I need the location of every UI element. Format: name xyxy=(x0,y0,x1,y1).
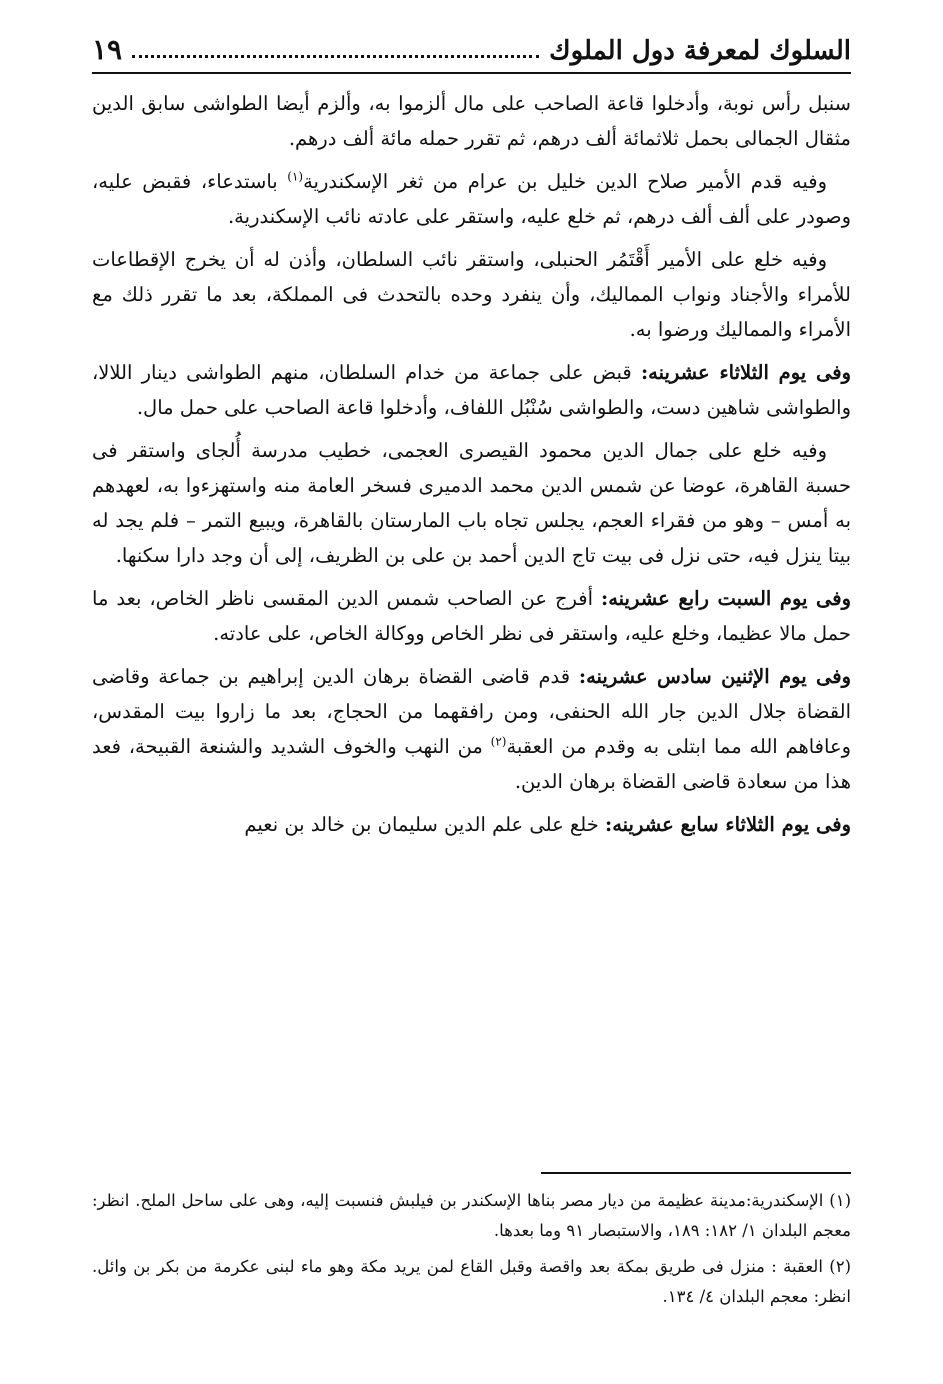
paragraph-text: باستدعاء، فقبض عليه، وصودر على ألف ألف درهم، ثم خلع عليه، واستقر على عادته نائب الإسكندرية. xyxy=(92,170,851,228)
paragraph-8 xyxy=(92,807,851,842)
paragraph-3 xyxy=(92,242,851,347)
paragraph-6 xyxy=(92,581,851,651)
footnote-divider xyxy=(541,1172,851,1174)
footnote-2: (٢) العقبة : منزل فى طريق بمكة بعد واقصة وقبل القاع لمن يريد مكة وهو ماء لبنى عكرمة من بكر بن وائل. انظر: معجم البلدان ٤/ ١٣٤. xyxy=(92,1257,851,1306)
date-heading: وفى يوم الثلاثاء عشرينه: xyxy=(640,361,851,384)
paragraph-text: وفيه خلع على جمال الدين محمود القيصرى العجمى، خطيب مدرسة أُلجاى واستقر فى حسبة القاهرة، عوضا عن شمس الدين محمد الدميرى فسخر العامة منه واستهزءوا به، لعهدهم به أمس – وهو من فقراء العجم، يجلس تجاه باب المارستان بالقاهرة، ويبيع التمر – فلم يجد له بيتا ينزل فيه، حتى نزل فى بيت تاج الدين أحمد بن على بن الظريف، إلى أن وجد دارا سكنها. xyxy=(92,439,851,567)
paragraph-5 xyxy=(92,433,851,573)
paragraph-text: أفرج عن الصاحب شمس الدين المقسى ناظر الخاص، بعد ما حمل مالا عظيما، وخلع عليه، واستقر فى نظر الخاص ووكالة الخاص، على عادته. xyxy=(92,587,851,645)
paragraph-text: من النهب والخوف الشديد والشنعة القبيحة، فعد هذا من سعادة قاضى القضاة برهان الدين. xyxy=(92,735,851,793)
paragraph-2 xyxy=(92,164,851,234)
main-text xyxy=(92,86,851,850)
paragraph-1 xyxy=(92,86,851,156)
paragraph-text: خلع على علم الدين سليمان بن خالد بن نعيم xyxy=(244,813,606,836)
paragraph-text: قبض على جماعة من خدام السلطان، منهم الطواشى دينار اللالا، والطواشى شاهين دست، والطواشى سُنْبُل اللفاف، وأدخلوا قاعة الصاحب على حمل مال. xyxy=(92,361,851,419)
paragraph-4 xyxy=(92,355,851,425)
running-header xyxy=(92,28,851,74)
paragraph-text: وفيه خلع على الأمير أَقْتَمُر الحنبلى، واستقر نائب السلطان، وأذن له أن يخرج الإقطاعات للأمراء والأجناد ونواب المماليك، وأن ينفرد وحده بالتحدث فى المملكة، بعد ما تقرر ذلك مع الأمراء والمماليك ورضوا به. xyxy=(92,248,851,341)
footnote-ref-1[interactable]: (١) xyxy=(287,169,304,184)
date-heading: وفى يوم الثلاثاء سابع عشرينه: xyxy=(605,813,851,836)
book-title: السلوك لمعرفة دول الملوك xyxy=(549,36,851,66)
leader-dots xyxy=(132,55,539,58)
paragraph-text: سنبل رأس نوبة، وأدخلوا قاعة الصاحب على مال ألزموا به، وألزم أيضا الطواشى سابق الدين مثقال الجمالى بحمل ثلاثمائة ألف درهم، ثم تقرر حمله مائة ألف درهم. xyxy=(92,92,851,150)
date-heading: وفى يوم السبت رابع عشرينه: xyxy=(601,587,851,610)
date-heading: وفى يوم الإثنين سادس عشرينه: xyxy=(578,665,852,688)
footnotes xyxy=(92,1186,851,1318)
page-number: ١٩ xyxy=(92,33,123,66)
footnote-ref-2[interactable]: (٢) xyxy=(490,734,507,749)
paragraph-text: وفيه قدم الأمير صلاح الدين خليل بن عرام من ثغر الإسكندرية xyxy=(303,170,827,193)
paragraph-text: قدم قاضى القضاة برهان الدين إبراهيم بن جماعة وقاضى القضاة جلال الدين جار الله الحنفى، ومن رافقهما من الحجاج، بعد ما زاروا بيت المقدس، وعافاهم الله مما ابتلى به وقدم من العقبة xyxy=(92,665,851,758)
footnote-1: (١) الإسكندرية:مدينة عظيمة من ديار مصر بناها الإسكندر بن فيلبش فنسبت إليه، وهى على ساحل الملح. انظر: معجم البلدان ١/ ١٨٢: ١٨٩، والاستبصار ٩١ وما بعدها. xyxy=(92,1191,851,1240)
paragraph-7 xyxy=(92,659,851,799)
